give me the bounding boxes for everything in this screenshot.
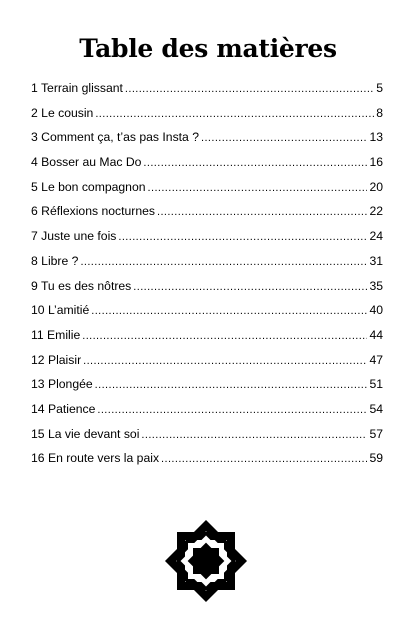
toc-entry[interactable] xyxy=(31,424,383,449)
toc-entry-page: 24 xyxy=(369,229,383,244)
dot-leader xyxy=(141,425,367,445)
toc-entry-label: 1 Terrain glissant xyxy=(31,81,123,95)
dot-leader xyxy=(95,104,374,124)
toc-entry[interactable] xyxy=(31,78,383,103)
toc-entry-page: 44 xyxy=(369,327,383,342)
dot-leader xyxy=(95,375,368,395)
dot-leader xyxy=(133,277,367,297)
dot-leader xyxy=(83,351,367,371)
toc-entry-label: 9 Tu es des nôtres xyxy=(31,278,132,293)
dot-leader xyxy=(143,153,367,173)
dot-leader xyxy=(118,227,367,247)
dot-leader xyxy=(148,178,368,198)
dot-leader xyxy=(97,400,367,420)
toc-entry-label: 2 Le cousin xyxy=(31,105,94,120)
dot-leader xyxy=(157,202,367,222)
toc-entry-page: 13 xyxy=(369,130,383,145)
toc-entry[interactable] xyxy=(31,276,383,301)
toc-entry-page: 31 xyxy=(369,253,383,268)
toc-entry-page: 22 xyxy=(369,204,383,219)
toc-entry[interactable] xyxy=(31,448,383,473)
toc-entry[interactable] xyxy=(31,300,383,325)
toc-entry-page: 54 xyxy=(369,401,383,416)
toc-entry-label: 5 Le bon compagnon xyxy=(31,179,146,194)
toc-entry-label: 12 Plaisir xyxy=(31,352,82,367)
page-title: Table des matières xyxy=(79,34,337,63)
toc-entry[interactable] xyxy=(31,103,383,128)
dot-leader xyxy=(201,128,367,148)
table-of-contents xyxy=(31,78,383,473)
toc-entry-label: 16 En route vers la paix xyxy=(31,451,160,466)
toc-entry-label: 14 Patience xyxy=(31,401,96,416)
toc-entry-label: 15 La vie devant soi xyxy=(31,426,140,441)
toc-entry[interactable] xyxy=(31,350,383,375)
toc-entry-page: 59 xyxy=(369,451,383,466)
toc-entry[interactable] xyxy=(31,152,383,177)
toc-entry-label: 3 Comment ça, t’as pas Insta ? xyxy=(31,130,199,145)
toc-entry[interactable] xyxy=(31,177,383,202)
toc-entry[interactable] xyxy=(31,251,383,276)
toc-entry-page: 57 xyxy=(369,426,383,441)
toc-entry[interactable] xyxy=(31,399,383,424)
toc-entry-label: 6 Réflexions nocturnes xyxy=(31,204,155,219)
toc-entry-label: 4 Bosser au Mac Do xyxy=(31,155,142,170)
toc-entry[interactable] xyxy=(31,201,383,226)
toc-entry-page: 16 xyxy=(369,155,383,170)
toc-entry[interactable] xyxy=(31,226,383,251)
toc-entry-page: 51 xyxy=(369,377,383,392)
toc-entry-label: 7 Juste une fois xyxy=(31,229,117,244)
dot-leader xyxy=(82,326,367,346)
toc-entry[interactable] xyxy=(31,374,383,399)
dot-leader xyxy=(125,79,374,99)
toc-entry-label: 13 Plongée xyxy=(31,377,93,392)
toc-entry-page: 40 xyxy=(369,303,383,318)
toc-entry-page: 8 xyxy=(376,105,383,120)
eight-pointed-star-ornament-icon xyxy=(164,519,248,603)
toc-entry[interactable] xyxy=(31,127,383,152)
toc-entry[interactable] xyxy=(31,325,383,350)
toc-entry-label: 8 Libre ? xyxy=(31,253,79,268)
toc-entry-page: 35 xyxy=(369,278,383,293)
toc-entry-page: 20 xyxy=(369,179,383,194)
toc-entry-page: 47 xyxy=(369,352,383,367)
toc-entry-label: 10 L’amitié xyxy=(31,303,90,318)
dot-leader xyxy=(161,449,367,469)
dot-leader xyxy=(91,301,367,321)
toc-entry-label: 11 Emilie xyxy=(31,327,81,342)
toc-entry-page: 5 xyxy=(376,81,383,95)
dot-leader xyxy=(80,252,367,272)
